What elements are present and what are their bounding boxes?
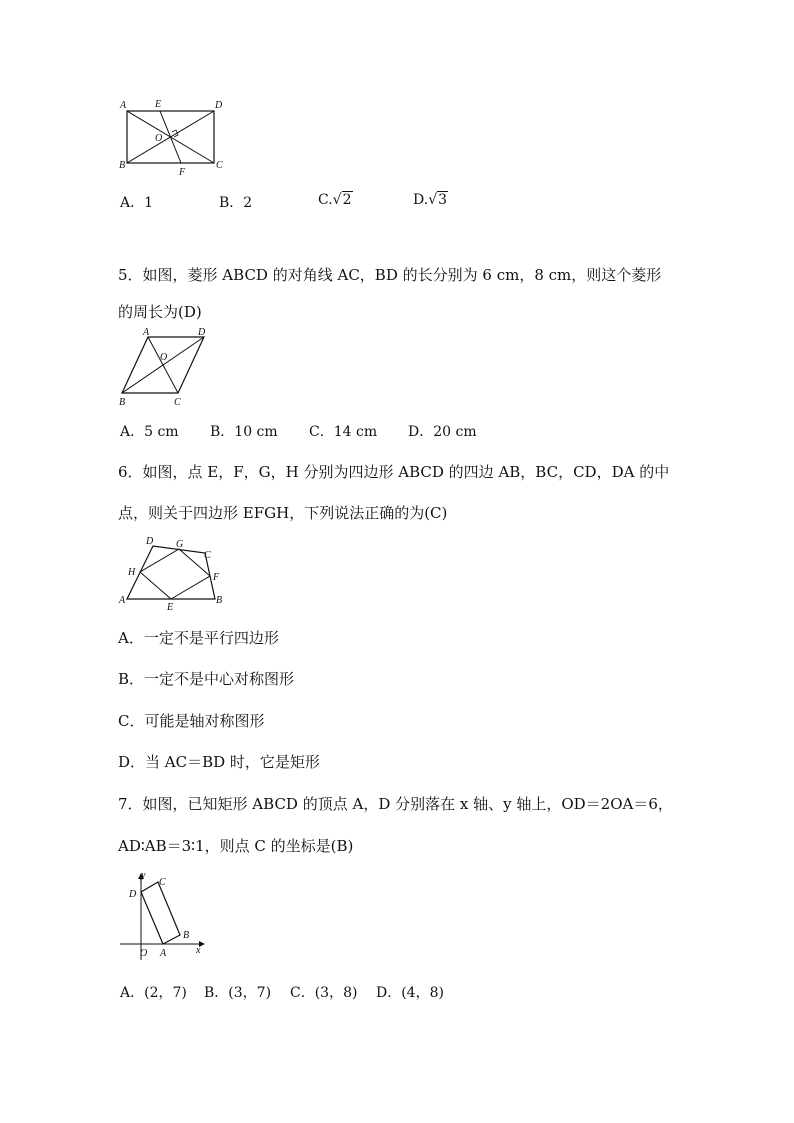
q7-label-o: O [140,948,148,959]
q6-option-b: B．一定不是中心对称图形 [118,670,295,688]
q5-option-a: A．5 cm [120,424,179,440]
q7-label-y: y [141,870,146,881]
q5-label-b: B [119,397,126,408]
q4-option-c-prefix: C. [318,192,333,208]
q6-quadrilateral-efgh [140,549,210,599]
q4-label-f: F [179,167,186,178]
q7-option-a: A．(2，7) [120,985,187,1001]
q4-label-a: A [120,100,127,111]
q6-figure [115,533,230,613]
q7-option-b: B．(3，7) [204,985,272,1001]
q7-option-d: D．(4，8) [376,985,444,1001]
q4-option-c-radicand: 2 [342,192,352,208]
q6-label-b: B [216,595,223,606]
sqrt-symbol: √2 [332,192,352,208]
q5-diagonal-bd [122,337,204,393]
q4-label-b: B [119,160,126,171]
q7-label-b: B [183,930,190,941]
q4-option-d-radicand: 3 [438,192,448,208]
q5-label-a: A [143,327,150,338]
q6-label-c: C [204,550,211,561]
q6-label-g: G [176,539,184,550]
q4-option-d [413,192,448,208]
q6-label-a: A [119,595,126,606]
q4-option-b: B．2 [219,195,253,211]
q7-label-c: C [159,877,166,888]
q7-figure [118,868,213,963]
q7-text-line2: AD∶AB＝3∶1，则点 C 的坐标是(B) [118,837,354,855]
q6-label-d: D [146,536,154,547]
q5-label-d: D [198,327,206,338]
q6-label-h: H [128,567,136,578]
q6-text-line1: 6．如图，点 E，F，G，H 分别为四边形 ABCD 的四边 AB，BC，CD，DA 的中 [118,463,670,481]
q6-label-f: F [213,572,220,583]
q5-label-o: O [160,352,168,363]
q6-option-a: A．一定不是平行四边形 [118,629,279,647]
q4-option-d-prefix: D. [413,192,429,208]
q4-label-c: C [216,160,223,171]
q7-label-d: D [129,889,137,900]
q4-label-e: E [155,99,162,110]
q4-option-c [318,192,353,208]
q6-option-d: D．当 AC＝BD 时，它是矩形 [118,753,320,771]
q5-label-c: C [174,397,181,408]
q7-text-line1: 7．如图，已知矩形 ABCD 的顶点 A，D 分别落在 x 轴、y 轴上，OD＝2OA＝6， [118,795,673,813]
q5-text-line1: 5．如图，菱形 ABCD 的对角线 AC，BD 的长分别为 6 cm，8 cm，则这个菱形 [118,266,662,284]
q5-option-d: D．20 cm [408,424,477,440]
q5-text-line2: 的周长为(D) [118,303,202,321]
q6-text-line2: 点，则关于四边形 EFGH，下列说法正确的为(C) [118,504,448,522]
q4-label-d: D [215,100,223,111]
q7-label-x: x [196,945,201,956]
q5-figure [112,325,222,410]
q6-label-e: E [167,602,174,613]
q4-option-a: A．1 [120,195,154,211]
q5-option-c: C．14 cm [309,424,378,440]
q7-label-a: A [160,948,167,959]
q7-option-c: C．(3，8) [290,985,358,1001]
q4-label-o: O [155,133,163,144]
q4-figure [110,95,230,180]
q6-option-c: C．可能是轴对称图形 [118,712,265,730]
q7-rectangle-abcd [141,882,180,944]
q4-segment-ef [160,111,181,163]
sqrt-symbol: √3 [428,192,448,208]
q5-option-b: B．10 cm [210,424,278,440]
